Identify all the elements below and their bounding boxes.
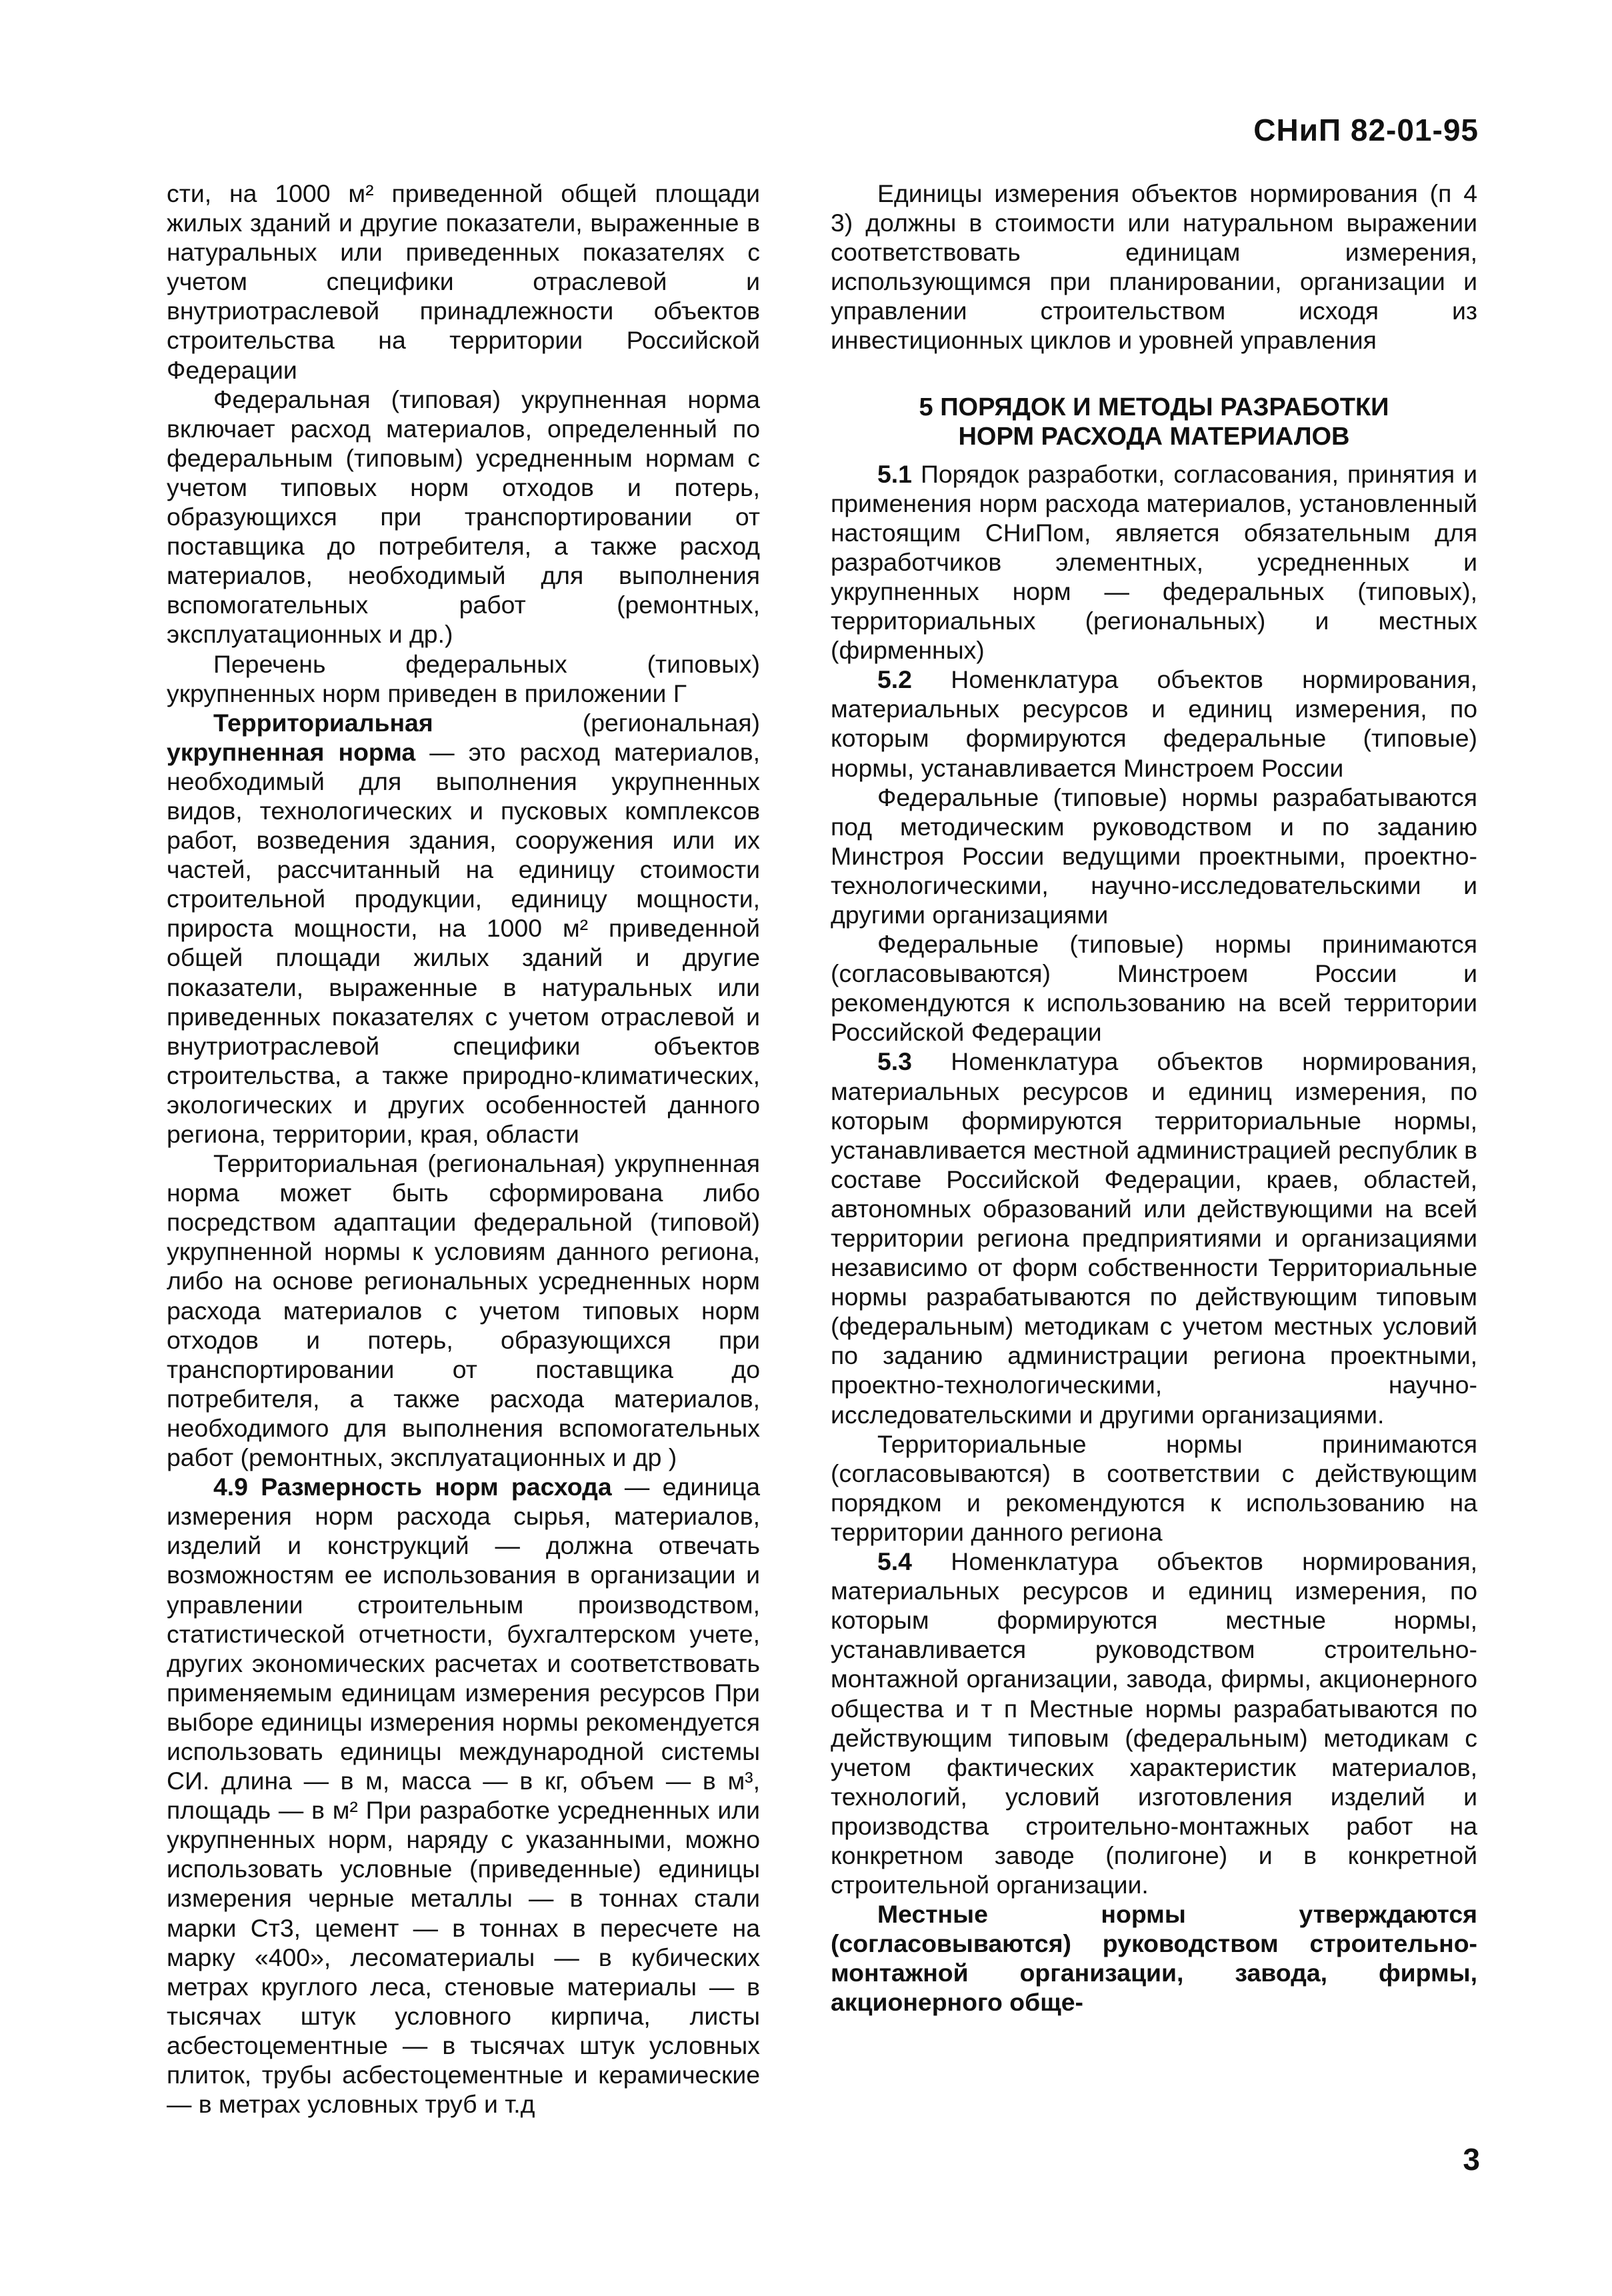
section-title-line: НОРМ РАСХОДА МАТЕРИАЛОВ — [958, 422, 1350, 451]
paragraph-text: Порядок разработки, согласования, принятия и применения норм расхода материалов, установленный настоящим СНиПом, является обязательным для разработчиков элементных, усредненных и укрупненных норм — федеральных (типовых), территориальных (региональных) и местных (фирменных) — [831, 459, 1477, 665]
paragraph: сти, на 1000 м² приведенной общей площади жилых зданий и другие показатели, выраженные в натуральных или приведенных показателях с учетом специфики отраслевой и внутриотраслевой принадлежности объектов строительства на территории Российской Федерации — [167, 179, 760, 384]
paragraph-clause-4-9 — [167, 1472, 760, 2119]
paragraph-text: Номенклатура объектов нормирования, материальных ресурсов и единиц измерения, по которым формируются местные нормы, устанавливается руководством строительно-монтажной организации, завода, фирмы, акционерного общества и т п Местные нормы разрабатываются по действующим типовым (федеральным) методикам с учетом фактических характеристик материалов, технологий, условий изготовления изделий и производства строительно-монтажных работ на конкретном заводе (полигоне) и в конкретной строительной организации. — [831, 1547, 1477, 1899]
clause-number: 5.3 — [877, 1047, 912, 1076]
clause-heading: 4.9 Размерность норм расхода — [213, 1473, 612, 1501]
paragraph: Федеральные (типовые) нормы разрабатываются под методическим руководством и по заданию Минстроя России ведущими проектными, проектно-технологическими, научно-исследовательскими и другими организациями — [831, 783, 1477, 929]
page-number: 3 — [1463, 2142, 1480, 2177]
term-bold: Территориальная — [213, 708, 433, 737]
document-code-header: СНиП 82-01-95 — [1253, 113, 1479, 147]
section-title — [831, 393, 1477, 451]
paragraph-text: Номенклатура объектов нормирования, материальных ресурсов и единиц измерения, по которым формируются территориальные нормы, устанавливается местной администрацией республик в составе Российской Федерации, краев, областей, автономных образований или действующими на всей территории региона предприятиями и организациями независимо от форм собственности Территориальные нормы разрабатываются по действующим типовым (федеральным) методикам с учетом местных условий по заданию администрации региона проектными, проектно-технологическими, научно-исследовательскими и другими организациями. — [831, 1047, 1477, 1429]
paragraph: Федеральные (типовые) нормы принимаются (согласовываются) Минстроем России и рекомендуются к использованию на всей территории Российской Федерации — [831, 930, 1477, 1047]
paragraph-clause-5-3 — [831, 1047, 1477, 1429]
paragraph: Территориальные нормы принимаются (согласовываются) в соответствии с действующим порядком и рекомендуются к использованию на территории данного региона — [831, 1429, 1477, 1546]
paragraph-text: — это расход материалов, необходимый для выполнения укрупненных видов, технологических и пусковых комплексов работ, возведения здания, сооружения или их частей, рассчитанный на единицу стоимости строительной продукции, единицу мощности, прироста мощности, на 1000 м² приведенной общей площади жилых зданий и другие показатели, выраженные в натуральных или приведенных показателях с учетом отраслевой и внутриотраслевой специфики объектов строительства, а также природно-климатических, экологических и других особенностей данного региона, территории, края, области — [167, 737, 760, 1148]
term-text: (региональная) — [433, 708, 760, 737]
clause-number: 5.1 — [877, 459, 912, 488]
right-column — [831, 179, 1477, 2017]
paragraph-territorial-norm — [167, 708, 760, 1149]
paragraph-clause-5-4 — [831, 1547, 1477, 1899]
paragraph-text: — единица измерения норм расхода сырья, материалов, изделий и конструкций — должна отвечать возможностям ее использования в организации и управлении строительным производством, статистической отчетности, бухгалтерском учете, других экономических расчетах и соответствовать применяемым единицам измерения ресурсов При выборе единицы измерения нормы рекомендуется использовать единицы международной системы СИ. длина — в м, масса — в кг, объем — в м³, площадь — в м² При разработке усредненных или укрупненных норм, наряду с указанными, можно использовать условные (приведенные) единицы измерения черные металлы — в тоннах стали марки Ст3, цемент — в тоннах в пересчете на марку «400», лесоматериалы — в кубических метрах круглого леса, стеновые материалы — в тысячах штук условного кирпича, листы асбестоцементные — в тысячах штук условных плиток, трубы асбестоцементные и керамические — в метрах условных труб и т.д — [167, 1473, 760, 2119]
paragraph: Федеральная (типовая) укрупненная норма включает расход материалов, определенный по федеральным (типовым) усредненным нормам с учетом типовых норм отходов и потерь, образующихся при транспортировании от поставщика до потребителя, а также расход материалов, необходимый для выполнения вспомогательных работ (ремонтных, эксплуатационных и др.) — [167, 385, 760, 649]
clause-number: 5.4 — [877, 1547, 912, 1576]
paragraph-text: Номенклатура объектов нормирования, материальных ресурсов и единиц измерения, по которым формируются федеральные (типовые) нормы, устанавливается Минстроем России — [831, 665, 1477, 782]
paragraph: Территориальная (региональная) укрупненная норма может быть сформирована либо посредством адаптации федеральной (типовой) укрупненной нормы к условиям данного региона, либо на основе региональных усредненных норм расхода материалов с учетом типовых норм отходов и потерь, образующихся при транспортировании от поставщика до потребителя, а также расхода материалов, необходимого для выполнения вспомогательных работ (ремонтных, эксплуатационных и др ) — [167, 1149, 760, 1472]
paragraph-clause-5-1 — [831, 459, 1477, 665]
paragraph: Местные нормы утверждаются (согласовываются) руководством строительно-монтажной организации, завода, фирмы, акционерного обще- — [831, 1900, 1477, 2017]
left-column — [167, 179, 760, 2119]
paragraph-clause-5-2 — [831, 665, 1477, 782]
term-bold: укрупненная норма — [167, 737, 416, 766]
clause-number: 5.2 — [877, 665, 912, 694]
section-title-line: 5 ПОРЯДОК И МЕТОДЫ РАЗРАБОТКИ — [919, 393, 1389, 421]
paragraph: Перечень федеральных (типовых) укрупненных норм приведен в приложении Г — [167, 649, 760, 707]
paragraph: Единицы измерения объектов нормирования (п 4 3) должны в стоимости или натуральном выражении соответствовать единицам измерения, использующимся при планировании, организации и управлении строительством исходя из инвестиционных циклов и уровней управления — [831, 179, 1477, 355]
